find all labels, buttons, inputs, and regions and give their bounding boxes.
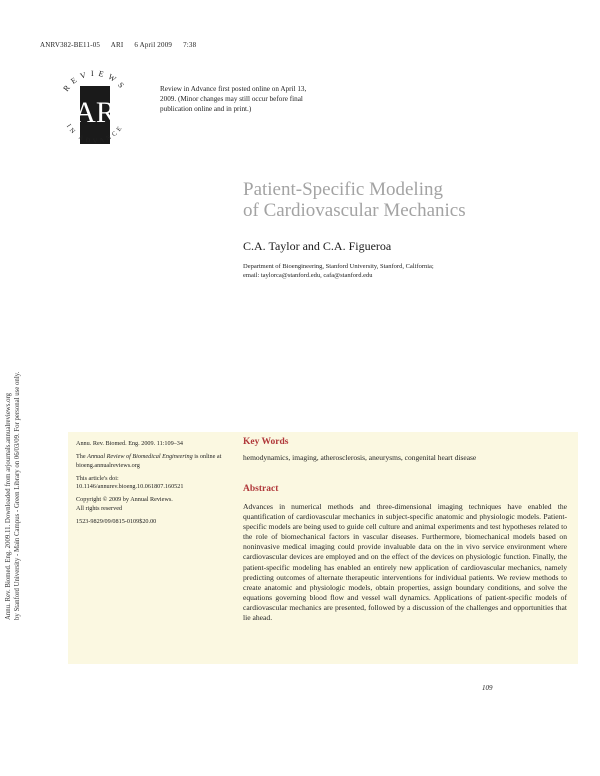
keywords-heading: Key Words: [243, 437, 289, 447]
affiliation: [243, 263, 503, 280]
logo-bottom-arc-text: IN ADVANCE: [64, 123, 126, 146]
logo-letters: AR: [74, 96, 116, 129]
reviews-in-advance-logo: [55, 64, 135, 164]
abstract-heading: Abstract: [243, 484, 279, 494]
journal-name: Annual Review of Biomedical Engineering: [87, 453, 193, 461]
affiliation-email: email: taylorca@stanford.edu, cafa@stanford.edu: [243, 271, 373, 279]
issn: 1523-9829/09/0815-0109$20.00: [76, 518, 157, 526]
citation-meta: [76, 440, 226, 531]
header-date: 6 April 2009: [134, 41, 173, 49]
keywords-text: hemodynamics, imaging, atherosclerosis, aneurysms, congenital heart disease: [243, 453, 477, 462]
download-notice-vertical: [4, 220, 34, 620]
citation: Annu. Rev. Biomed. Eng. 2009. 11:109–34: [76, 440, 183, 447]
title-line-2: of Cardiovascular Mechanics: [243, 200, 466, 221]
copyright: Copyright © 2009 by Annual Reviews.: [76, 496, 173, 504]
rights: All rights reserved: [76, 504, 123, 512]
authors: C.A. Taylor and C.A. Figueroa: [243, 239, 392, 253]
copyright-block: [76, 496, 226, 513]
doi-block: [76, 475, 226, 492]
reviews-in-advance-emblem-icon: [55, 64, 135, 164]
affiliation-department: Department of Bioengineering, Stanford University, Stanford, California;: [243, 263, 434, 270]
journal-online-note: The Annual Review of Biomedical Engineering is online at bioeng.annualreviews.org: [76, 453, 222, 469]
header-time: 7:38: [183, 41, 197, 49]
title-line-1: Patient-Specific Modeling: [243, 179, 443, 200]
advance-notice: Review in Advance first posted online on April 13, 2009. (Minor changes may still occur before final publication online and in print.): [160, 85, 307, 113]
download-notice-line-1: Annu. Rev. Biomed. Eng. 2009.11. Downloaded from arjournals.annualreviews.org: [5, 392, 12, 620]
logo-top-arc-text: REVIEWS: [61, 68, 129, 94]
running-header: [40, 41, 205, 49]
download-notice-line-2: by Stanford University - Main Campus - Green Library on 06/03/09. For personal use only.: [14, 371, 21, 620]
header-ari: ARI: [110, 41, 124, 49]
abstract-text: Advances in numerical methods and three-dimensional imaging techniques have enabled the quantification of cardiovascular mechanics in subject-specific anatomic and physiologic models. Patient-specific models are being used to guide cell culture and animal experiments and test hypotheses related to the role of biomechanical factors in vascular diseases. Furthermore, biomechanical models based on noninvasive medical imaging could provide invaluable data on the in vivo service environment where cardiovascular devices are employed and on the effect of the devices on physiologic function. Finally, the patient-specific modeling has enabled an entirely new application of cardiovascular mechanics, namely predicting outcomes of alternate therapeutic interventions for individual patients. We review methods to create anatomic and physiologic models, obtain properties, assign boundary conditions, and solve the equations governing blood flow and vessel wall dynamics. Applications of patient-specific models of cardiovascular mechanics are presented, followed by a discussion of the challenges and opportunities that lie ahead.: [243, 502, 567, 623]
doi-value[interactable]: 10.1146/annurev.bioeng.10.061807.160521: [76, 483, 184, 491]
page-number: 109: [482, 684, 493, 692]
header-code: ANRV382-BE11-05: [40, 41, 101, 49]
doi-label: This article's doi:: [76, 474, 119, 482]
article-title: [243, 179, 573, 221]
